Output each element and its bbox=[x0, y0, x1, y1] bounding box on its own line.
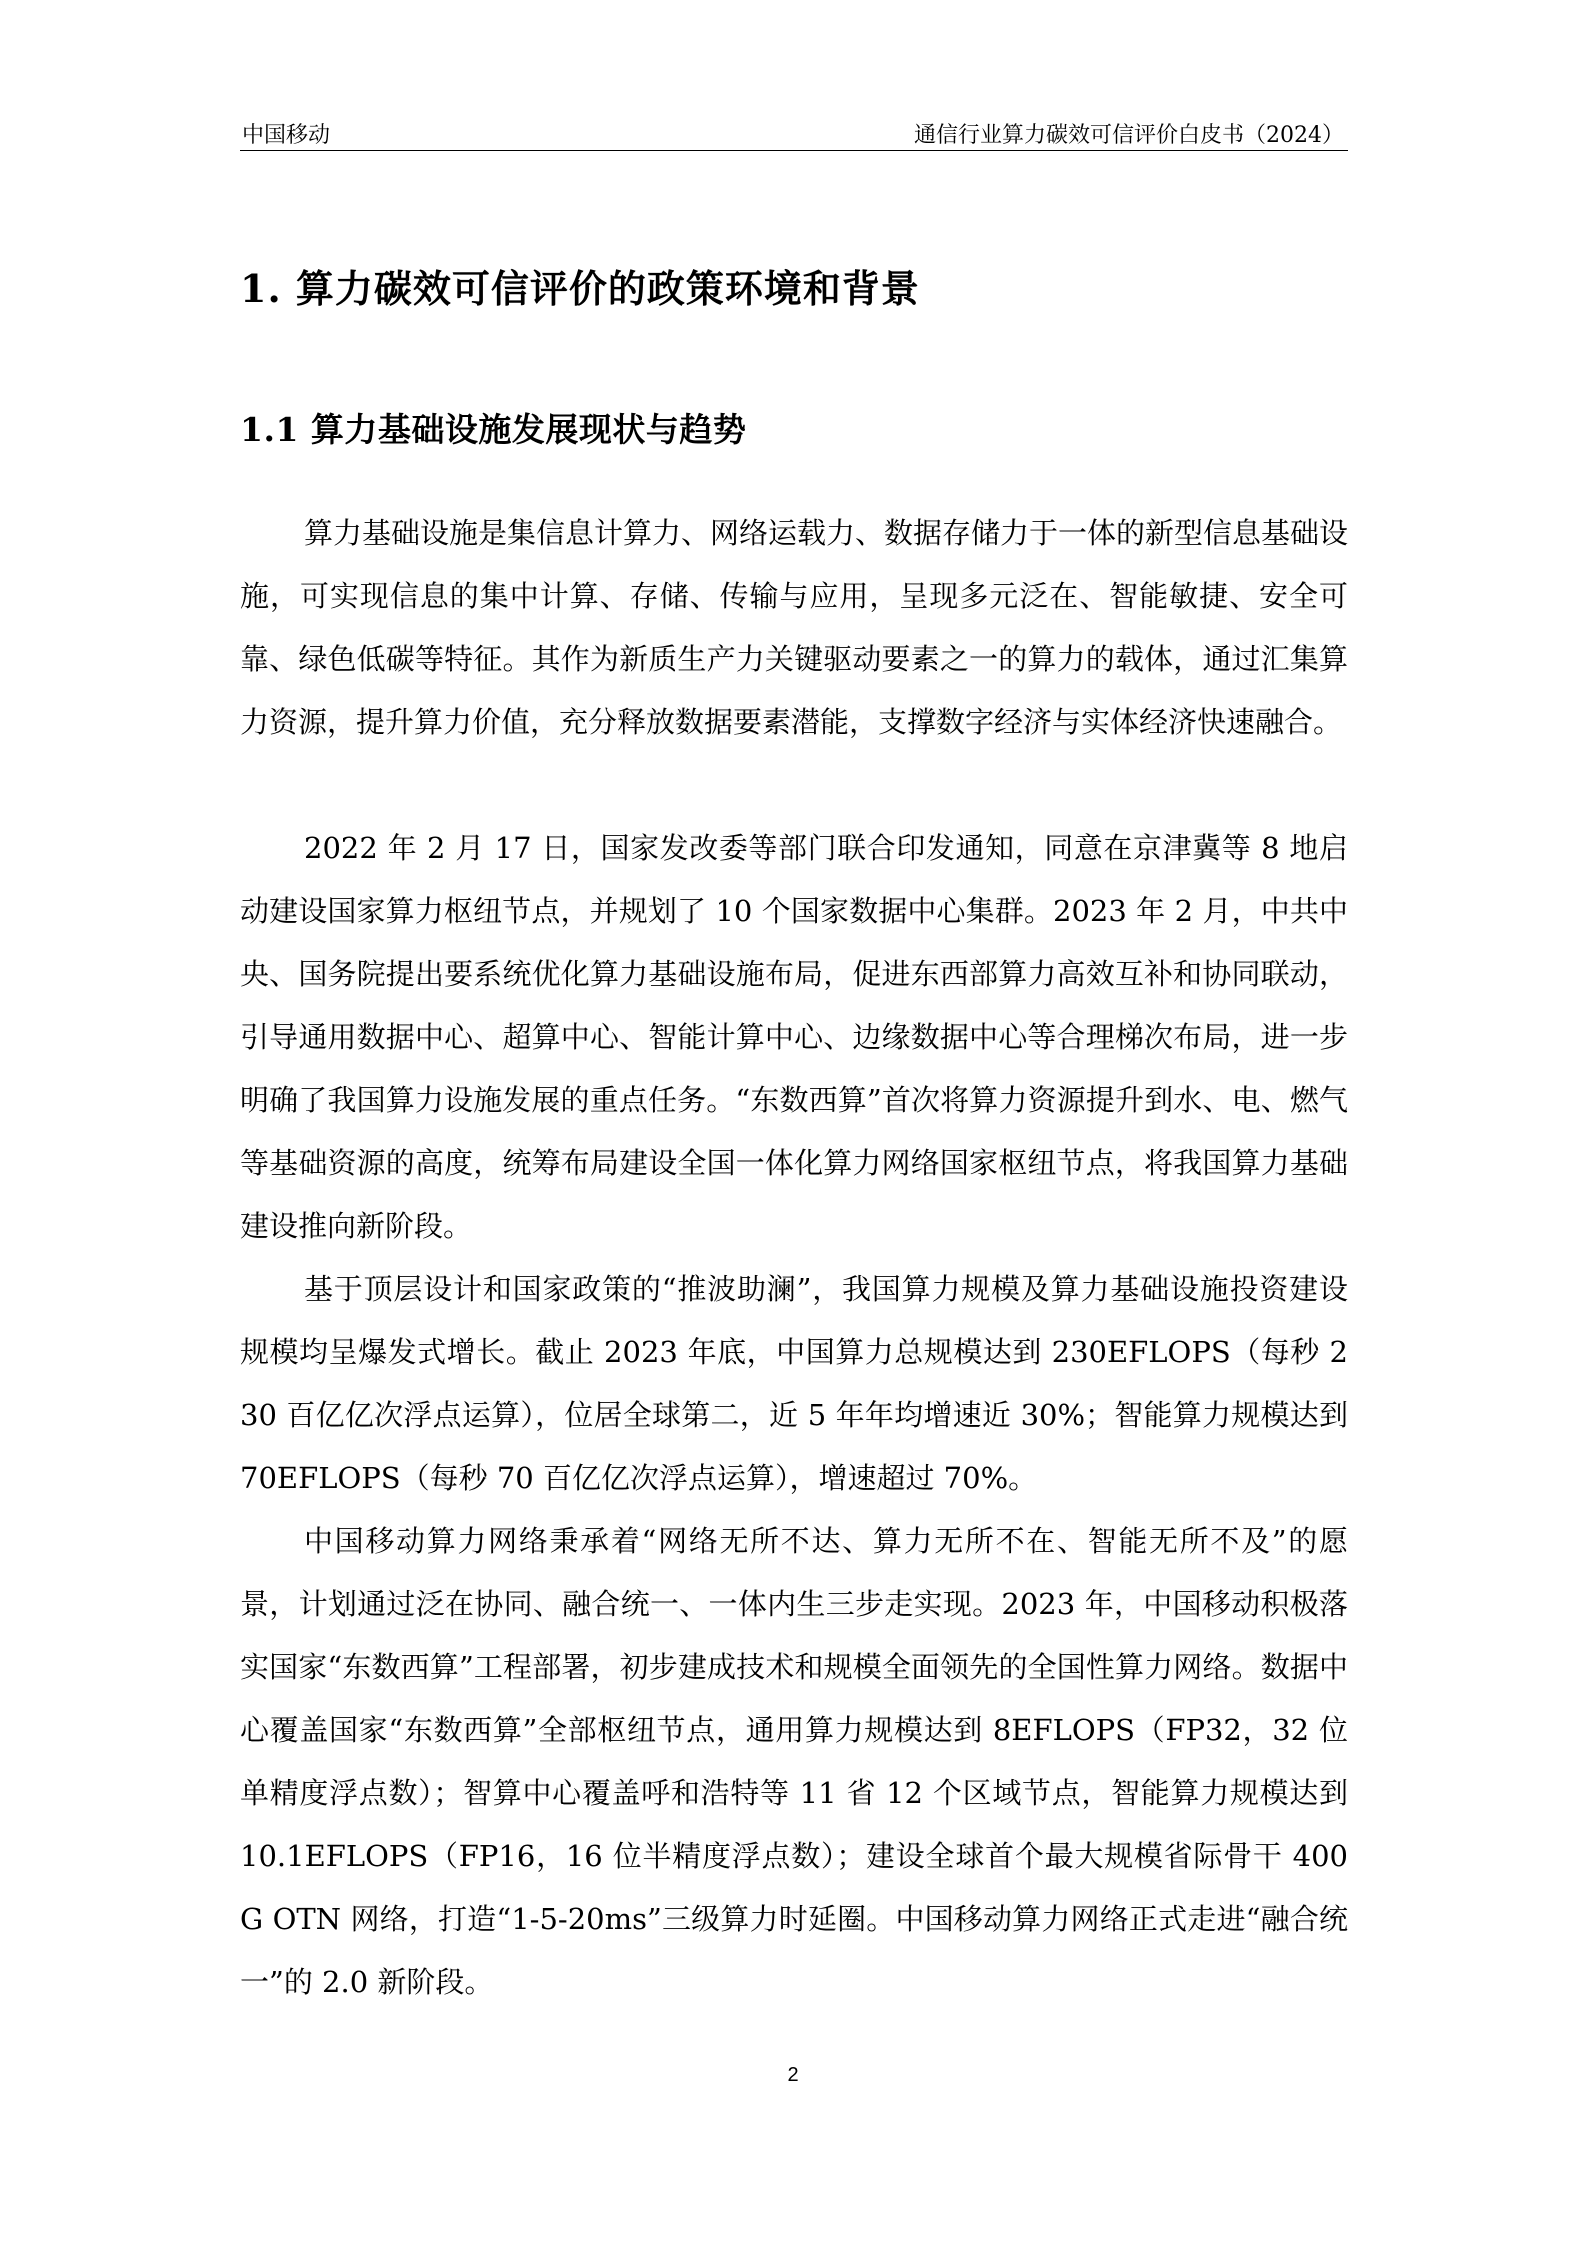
paragraph-4: 中国移动算力网络秉承着“网络无所不达、算力无所不在、智能无所不及”的愿景，计划通过泛在协同、融合统一、一体内生三步走实现。2023 年，中国移动积极落实国家“东数西算”工程部署，初步建成技术和规模全面领先的全国性算力网络。数据中心覆盖国家“东数西算”全部枢纽节点，通用算力规模达到 8EFLOPS（FP32，32 位单精度浮点数）；智算中心覆盖呼和浩特等 11 省 12 个区域节点，智能算力规模达到 10.1EFLOPS（FP16，16 位半精度浮点数）；建设全球首个最大规模省际骨干 400G OTN 网络，打造“1-5-20ms”三级算力时延圈。中国移动算力网络正式走进“融合统一”的 2.0 新阶段。 bbox=[240, 1524, 1348, 1999]
page-number: 2 bbox=[787, 2064, 799, 2086]
subsection-heading: 1.1 算力基础设施发展现状与趋势 bbox=[240, 410, 747, 449]
paragraph-3: 基于顶层设计和国家政策的“推波助澜”，我国算力规模及算力基础设施投资建设规模均呈爆发式增长。截止 2023 年底，中国算力总规模达到 230EFLOPS（每秒 230 百亿亿次浮点运算），位居全球第二，近 5 年年均增速近 30%；智能算力规模达到 70EFLOPS（每秒 70 百亿亿次浮点运算），增速超过 70%。 bbox=[240, 1272, 1348, 1495]
header-org: 中国移动 bbox=[242, 123, 331, 148]
paragraph-2: 2022 年 2 月 17 日，国家发改委等部门联合印发通知，同意在京津冀等 8 地启动建设国家算力枢纽节点，并规划了 10 个国家数据中心集群。2023 年 2 月，中共中央、国务院提出要系统优化算力基础设施布局，促进东西部算力高效互补和协同联动，引导通用数据中心、超算中心、智能计算中心、边缘数据中心等合理梯次布局，进一步明确了我国算力设施发展的重点任务。“东数西算”首次将算力资源提升到水、电、燃气等基础资源的高度，统筹布局建设全国一体化算力网络国家枢纽节点，将我国算力基础建设推向新阶段。 bbox=[240, 831, 1348, 1243]
header-doc-title: 通信行业算力碳效可信评价白皮书（2024） bbox=[914, 123, 1344, 148]
section-heading: 1. 算力碳效可信评价的政策环境和背景 bbox=[240, 266, 920, 311]
page-header bbox=[240, 112, 1348, 151]
paragraph-1: 算力基础设施是集信息计算力、网络运载力、数据存储力于一体的新型信息基础设施，可实现信息的集中计算、存储、传输与应用，呈现多元泛在、智能敏捷、安全可靠、绿色低碳等特征。其作为新质生产力关键驱动要素之一的算力的载体，通过汇集算力资源，提升算力价值，充分释放数据要素潜能，支撑数字经济与实体经济快速融合。 bbox=[240, 516, 1349, 739]
